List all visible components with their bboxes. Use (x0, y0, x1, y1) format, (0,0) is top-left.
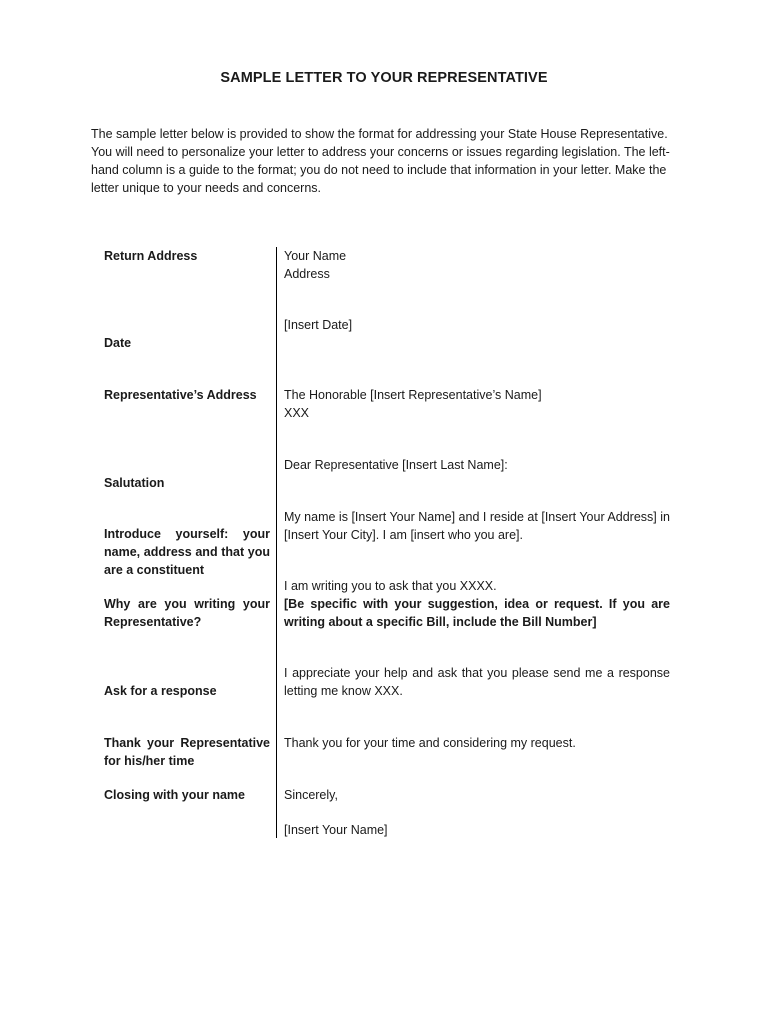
introduce-text: My name is [Insert Your Name] and I reside at [Insert Your Address] in [Insert Your City]. I am [insert who you are]. (284, 510, 670, 542)
honorable-text: The Honorable [Insert Representative’s Name] (284, 388, 542, 402)
address-text: Address (284, 267, 330, 281)
label-representative-address: Representative’s Address (104, 388, 257, 402)
intro-paragraph: The sample letter below is provided to show the format for addressing your State House Representative. You will need to personalize your letter to address your concerns or issues regarding legislation. The left-hand column is a guide to the format; you do not need to include that information in your letter. Make the letter unique to your needs and concerns. (91, 127, 670, 195)
label-closing: Closing with your name (104, 788, 245, 802)
your-name-text: Your Name (284, 249, 347, 263)
return-address-block (284, 247, 670, 283)
label-date: Date (104, 336, 132, 350)
representative-address-block (284, 386, 670, 422)
label-introduce-yourself: Introduce yourself: your name, address and that you are a constituent (104, 527, 270, 577)
label-why-writing: Why are you writing your Representative? (104, 597, 270, 629)
date-text: [Insert Date] (284, 318, 353, 332)
response-text: I appreciate your help and ask that you please send me a response letting me know XXX. (284, 666, 670, 698)
label-thank-representative: Thank your Representative for his/her time (104, 736, 270, 768)
thank-text: Thank you for your time and considering my request. (284, 736, 576, 750)
label-salutation: Salutation (104, 476, 165, 490)
label-ask-response: Ask for a response (104, 684, 217, 698)
label-return-address: Return Address (104, 249, 198, 263)
why-text: I am writing you to ask that you XXXX. (284, 579, 497, 593)
sincerely-text: Sincerely, (284, 788, 338, 802)
insert-name-text: [Insert Your Name] (284, 823, 388, 837)
page-title: SAMPLE LETTER TO YOUR REPRESENTATIVE (220, 70, 548, 86)
why-block (284, 577, 670, 631)
column-divider (276, 247, 277, 838)
salutation-text: Dear Representative [Insert Last Name]: (284, 458, 508, 472)
why-specific-text: [Be specific with your suggestion, idea or request. If you are writing about a specific Bill, include the Bill Number] (284, 597, 670, 629)
xxx-text: XXX (284, 406, 310, 420)
